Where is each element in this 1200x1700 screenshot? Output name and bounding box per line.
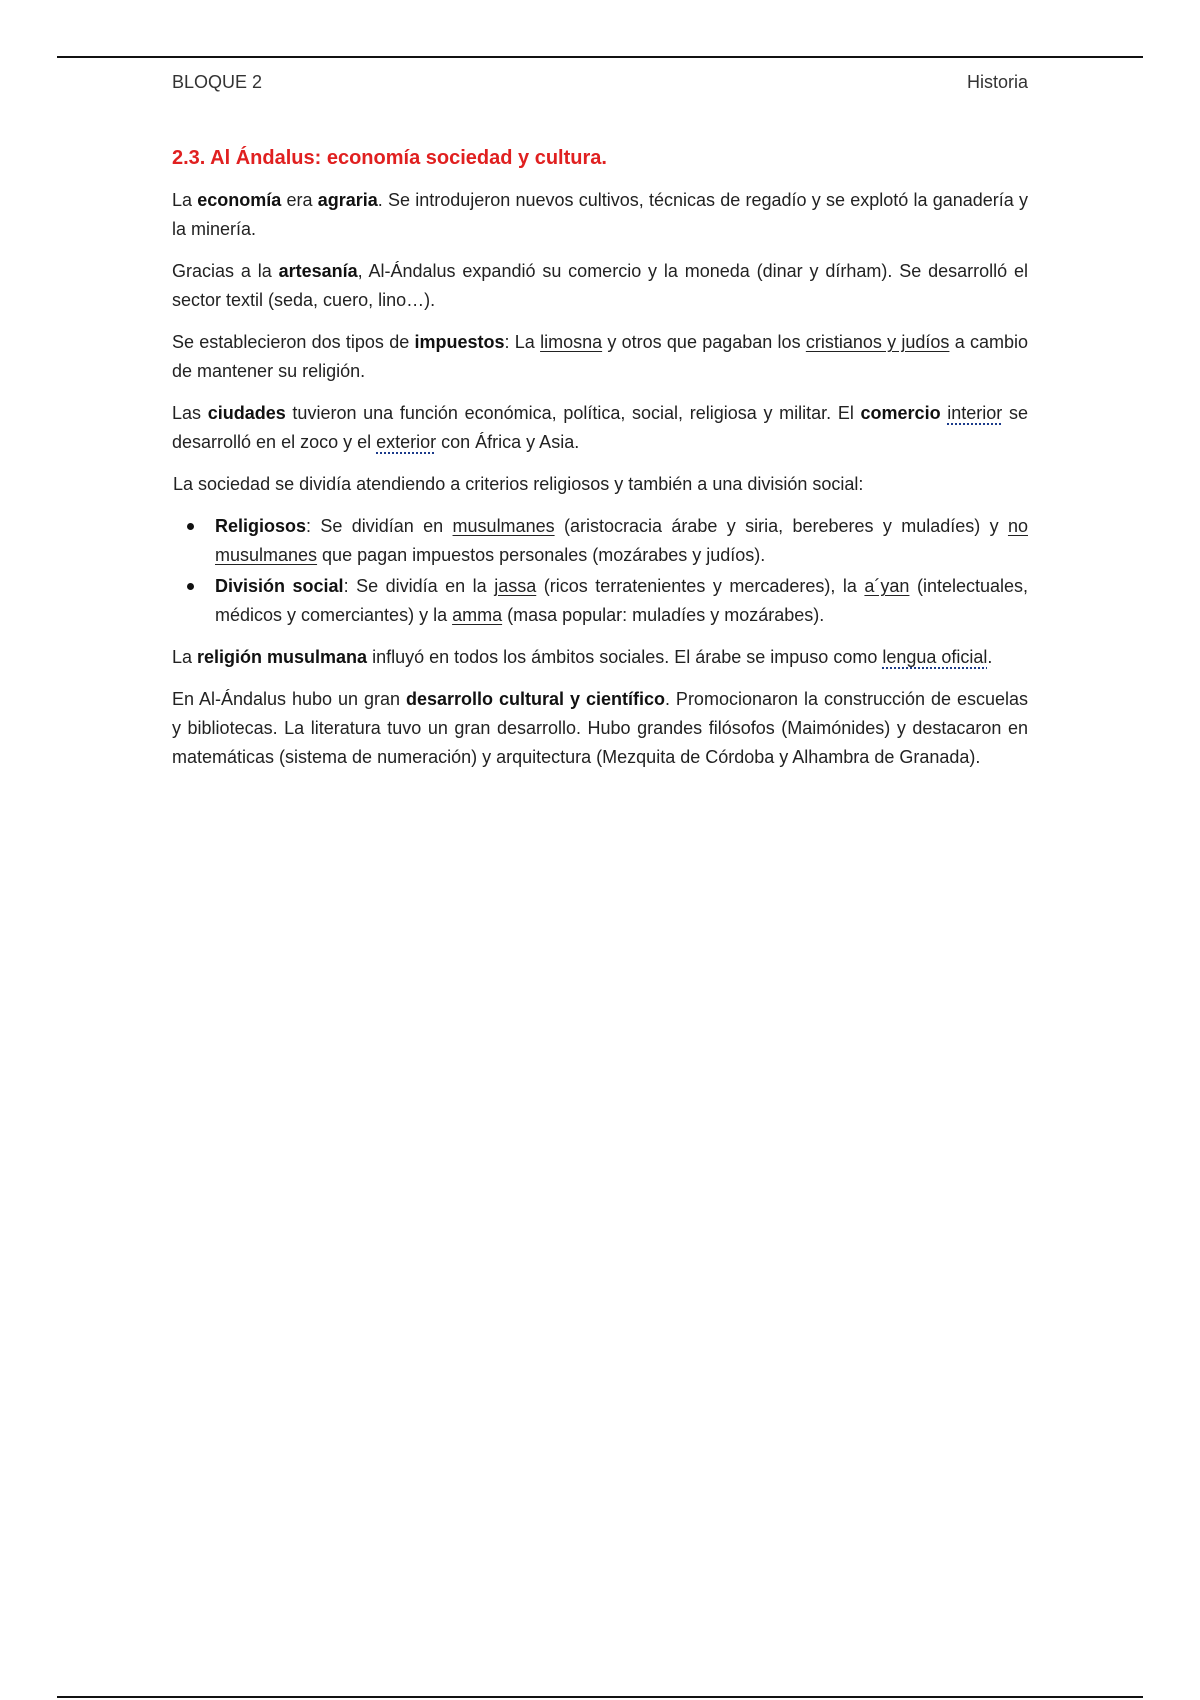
paragraph-economia (172, 186, 1028, 244)
grammar-flagged-word: interior (947, 403, 1003, 423)
text: La (172, 190, 198, 210)
footer-rule (57, 1696, 1143, 1698)
text: que pagan impuestos personales (mozárabes y judíos). (317, 545, 766, 565)
text: : Se dividían en (306, 516, 453, 536)
text: . Se introdujeron nuevos cultivos, técnicas de regadío y se explotó la ganadería y la minería. (172, 190, 1028, 239)
list-item-religiosos (172, 512, 1028, 570)
underlined-term: limosna (540, 332, 603, 352)
underlined-term: cristianos y judíos (805, 332, 950, 352)
text: y otros que pagaban los (602, 332, 806, 352)
bold-term: desarrollo cultural y científico (406, 689, 665, 709)
header-rule (57, 56, 1143, 58)
underlined-term: no musulmanes (215, 516, 1028, 565)
bullet-icon (187, 523, 194, 530)
paragraph-impuestos (172, 328, 1028, 386)
text: se desarrolló en el zoco y el (172, 403, 1028, 452)
bold-term: comercio (860, 403, 941, 423)
bold-term: División social (215, 576, 344, 596)
paragraph-religion (172, 643, 1028, 672)
section-title: 2.3. Al Ándalus: economía sociedad y cultura. (172, 147, 607, 169)
paragraph-sociedad: La sociedad se dividía atendiendo a criterios religiosos y también a una división social: (173, 474, 864, 494)
underlined-term: a´yan (864, 576, 910, 596)
page-header (172, 72, 1028, 93)
bold-term: economía (197, 190, 282, 210)
underlined-term: jassa (494, 576, 537, 596)
header-subject-label: Historia (966, 72, 1028, 92)
text: , Al-Ándalus expandió su comercio y la moneda (dinar y dírham). Se desarrolló el sector textil (seda, cuero, lino…). (172, 261, 1028, 310)
bold-term: agraria (317, 190, 378, 210)
header-block-label: BLOQUE 2 (172, 72, 263, 92)
text: tuvieron una función económica, política, social, religiosa y militar. El (285, 403, 861, 423)
sociedad-list (172, 512, 1028, 630)
grammar-flagged-word: exterior (376, 432, 437, 452)
bold-term: artesanía (278, 261, 358, 281)
text: Las (172, 403, 208, 423)
bold-term: religión musulmana (197, 647, 368, 667)
text: La (172, 647, 198, 667)
document-body (172, 144, 1028, 785)
list-item-division-social (172, 572, 1028, 630)
text: . Promocionaron la construcción de escuelas y bibliotecas. La literatura tuvo un gran desarrollo. Hubo grandes filósofos (Maimónides) y destacaron en matemáticas (sistema de numeración) y arquitectura (Mezquita de Córdoba y Alhambra de Granada). (172, 689, 1028, 767)
text: : Se dividía en la (343, 576, 495, 596)
text: era (281, 190, 318, 210)
text: a cambio de mantener su religión. (172, 332, 1029, 381)
text: influyó en todos los ámbitos sociales. El árabe se impuso como (367, 647, 883, 667)
text: (ricos terratenientes y mercaderes), la (536, 576, 865, 596)
text: . (987, 647, 993, 667)
bold-term: impuestos (414, 332, 505, 352)
grammar-flagged-word: lengua oficial (882, 647, 988, 667)
text: En Al-Ándalus hubo un gran (172, 689, 406, 709)
bold-term: ciudades (207, 403, 286, 423)
text: (masa popular: muladíes y mozárabes). (502, 605, 825, 625)
paragraph-ciudades (172, 399, 1028, 457)
paragraph-cultura (172, 685, 1028, 772)
text: : La (504, 332, 541, 352)
bullet-icon (187, 583, 194, 590)
paragraph-artesania (172, 257, 1028, 315)
text: Gracias a la (172, 261, 279, 281)
underlined-term: musulmanes (452, 516, 555, 536)
text: Se establecieron dos tipos de (172, 332, 415, 352)
text: (aristocracia árabe y siria, bereberes y muladíes) y (554, 516, 1008, 536)
bold-term: Religiosos (215, 516, 307, 536)
text: con África y Asia. (436, 432, 580, 452)
text: (intelectuales, médicos y comerciantes) y la (215, 576, 1029, 625)
underlined-term: amma (452, 605, 503, 625)
